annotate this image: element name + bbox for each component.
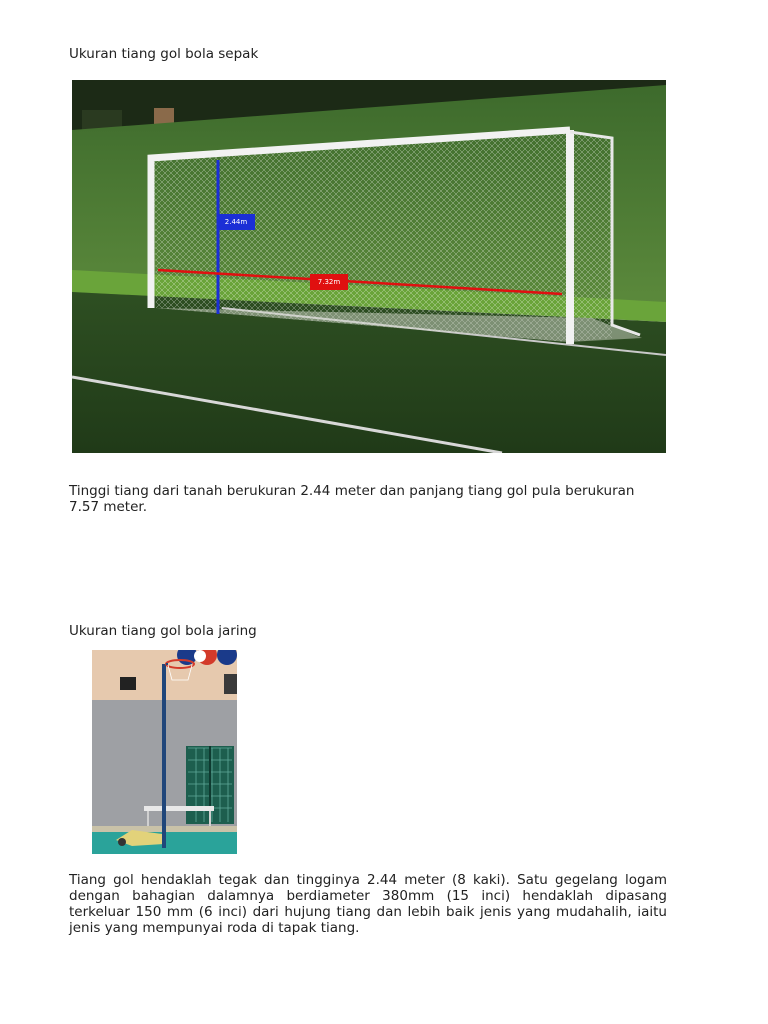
netball-post-illustration: [92, 650, 237, 854]
section-heading-football: Ukuran tiang gol bola sepak: [69, 46, 259, 62]
netball-description: Tiang gol hendaklah tegak dan tingginya 2.44 meter (8 kaki). Satu gegelang logam dengan bahagian dalamnya berdiameter 380mm (15 inci) hendaklah dipasang terkeluar 150 mm (6 inci) dari hujung tiang dan lebih baik jenis yang mudahalih, iaitu jenis yang mempunyai roda di tapak tiang.: [69, 872, 667, 936]
width-measure-label: 7.32m: [310, 274, 348, 290]
football-goal-photo: [72, 80, 666, 453]
section-heading-netball: Ukuran tiang gol bola jaring: [69, 623, 257, 639]
football-description: Tinggi tiang dari tanah berukuran 2.44 meter dan panjang tiang gol pula berukuran 7.57 meter.: [69, 483, 635, 515]
football-goal-illustration: [72, 80, 666, 453]
height-measure-label: 2.44m: [217, 214, 255, 230]
netball-post-photo: [92, 650, 237, 854]
